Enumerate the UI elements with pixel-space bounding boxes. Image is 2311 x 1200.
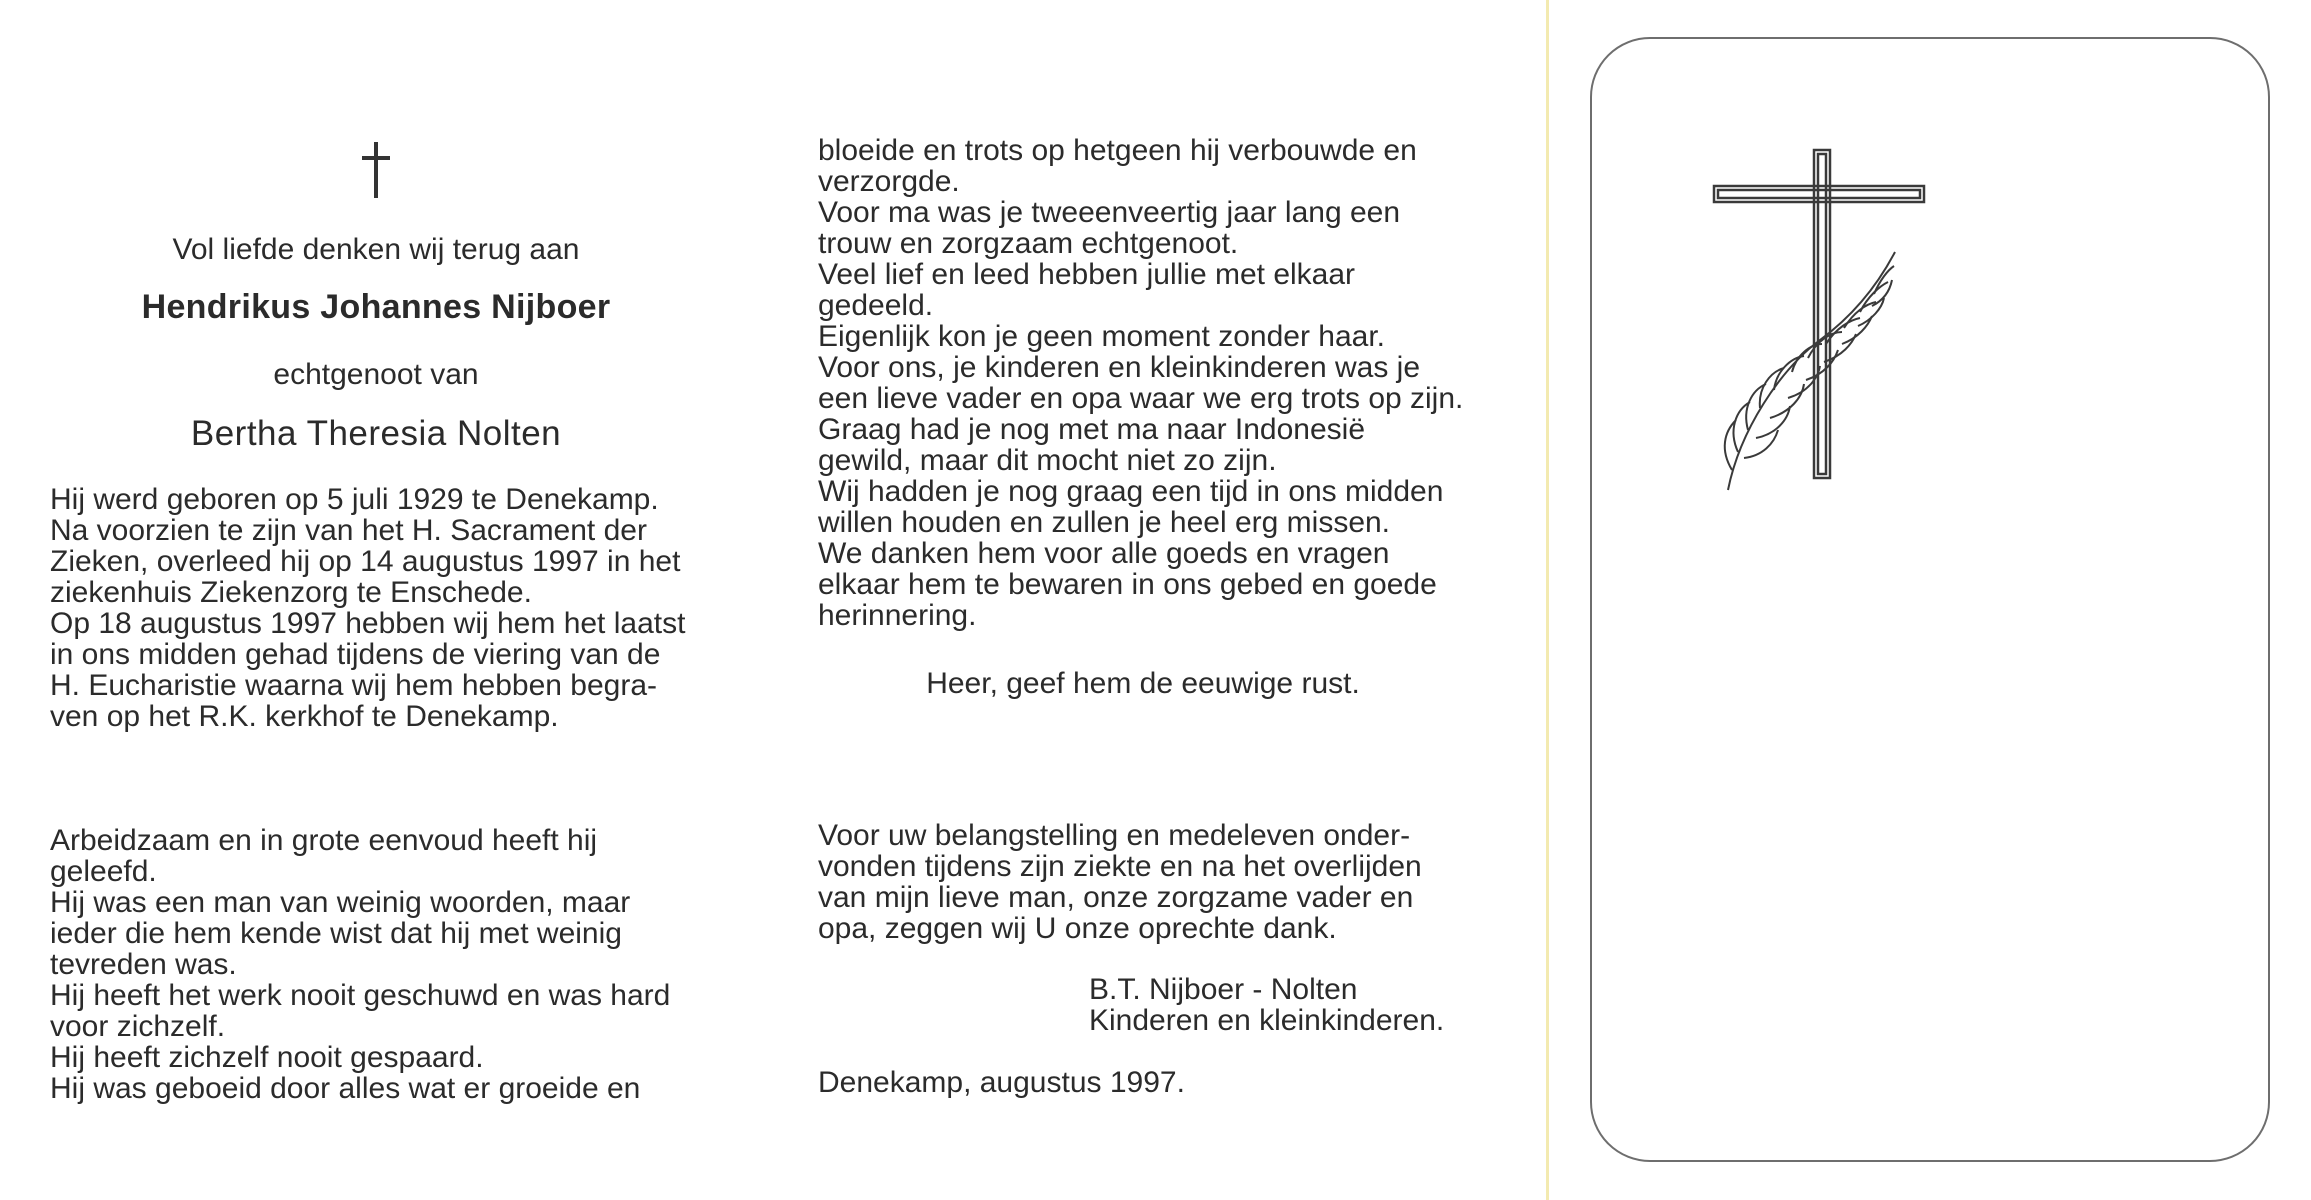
spouse-name: Bertha Theresia Nolten xyxy=(190,414,562,453)
text-line: Arbeidzaam en in grote eenvoud heeft hij xyxy=(50,824,598,857)
text-line: Hij heeft zichzelf nooit gespaard. xyxy=(50,1041,484,1074)
fold-line xyxy=(1546,0,1549,1200)
text-line: in ons midden gehad tijdens de viering van de xyxy=(50,638,661,671)
text-line: Voor ma was je tweeenveertig jaar lang een xyxy=(818,196,1401,229)
text-line: Hij was een man van weinig woorden, maar xyxy=(50,886,631,919)
text-line: Eigenlijk kon je geen moment zonder haar. xyxy=(818,320,1386,353)
text-line: Hij was geboeid door alles wat er groeide en xyxy=(50,1072,641,1105)
text-line: tevreden was. xyxy=(50,948,237,981)
signature-name: B.T. Nijboer - Nolten xyxy=(1089,973,1358,1006)
text-line: Op 18 augustus 1997 hebben wij hem het laatst xyxy=(50,607,686,640)
text-line: gedeeld. xyxy=(818,289,934,322)
latin-cross-icon xyxy=(358,142,394,198)
text-line: Na voorzien te zijn van het H. Sacrament der xyxy=(50,514,647,547)
text-line: vonden tijdens zijn ziekte en na het overlijden xyxy=(818,850,1422,883)
text-line: H. Eucharistie waarna wij hem hebben begra- xyxy=(50,669,657,702)
signature-family: Kinderen en kleinkinderen. xyxy=(1089,1004,1445,1037)
cross-with-palm-branch-icon xyxy=(1700,140,1940,500)
text-line: Hij werd geboren op 5 juli 1929 te Denekamp. xyxy=(50,483,659,516)
text-line: een lieve vader en opa waar we erg trots op zijn. xyxy=(818,382,1464,415)
character-paragraph xyxy=(50,825,702,1104)
text-line: opa, zeggen wij U onze oprechte dank. xyxy=(818,912,1337,945)
text-line: We danken hem voor alle goeds en vragen xyxy=(818,537,1390,570)
place-date: Denekamp, augustus 1997. xyxy=(818,1066,1185,1099)
text-line: van mijn lieve man, onze zorgzame vader en xyxy=(818,881,1414,914)
spouse-of-label: echtgenoot van xyxy=(273,358,479,391)
text-line: Graag had je nog met ma naar Indonesië xyxy=(818,413,1366,446)
text-line: ieder die hem kende wist dat hij met weinig xyxy=(50,917,622,950)
text-line: Zieken, overleed hij op 14 augustus 1997 in het xyxy=(50,545,681,578)
text-line: voor zichzelf. xyxy=(50,1010,226,1043)
signature-block xyxy=(1089,974,1444,1036)
deceased-name: Hendrikus Johannes Nijboer xyxy=(141,288,611,326)
text-line: gewild, maar dit mocht niet zo zijn. xyxy=(818,444,1277,477)
text-line: elkaar hem te bewaren in ons gebed en goede xyxy=(818,568,1437,601)
text-line: Voor ons, je kinderen en kleinkinderen was je xyxy=(818,351,1421,384)
text-line: trouw en zorgzaam echtgenoot. xyxy=(818,227,1239,260)
text-line: verzorgde. xyxy=(818,165,960,198)
text-line: ziekenhuis Ziekenzorg te Enschede. xyxy=(50,576,532,609)
text-line: Veel lief en leed hebben jullie met elkaar xyxy=(818,258,1356,291)
text-line: Wij hadden je nog graag een tijd in ons midden xyxy=(818,475,1444,508)
text-line: Hij heeft het werk nooit geschuwd en was hard xyxy=(50,979,671,1012)
text-line: geleefd. xyxy=(50,855,157,888)
prayer-line: Heer, geef hem de eeuwige rust. xyxy=(926,667,1360,700)
intro-text: Vol liefde denken wij terug aan xyxy=(172,233,580,266)
remembrance-paragraph xyxy=(818,135,1468,631)
text-line: bloeide en trots op hetgeen hij verbouwde en xyxy=(818,134,1417,167)
text-line: herinnering. xyxy=(818,599,977,632)
thanks-paragraph xyxy=(818,820,1468,944)
text-line: willen houden en zullen je heel erg missen. xyxy=(818,506,1391,539)
biography-paragraph xyxy=(50,484,702,732)
text-line: Voor uw belangstelling en medeleven onder- xyxy=(818,819,1411,852)
text-line: ven op het R.K. kerkhof te Denekamp. xyxy=(50,700,559,733)
